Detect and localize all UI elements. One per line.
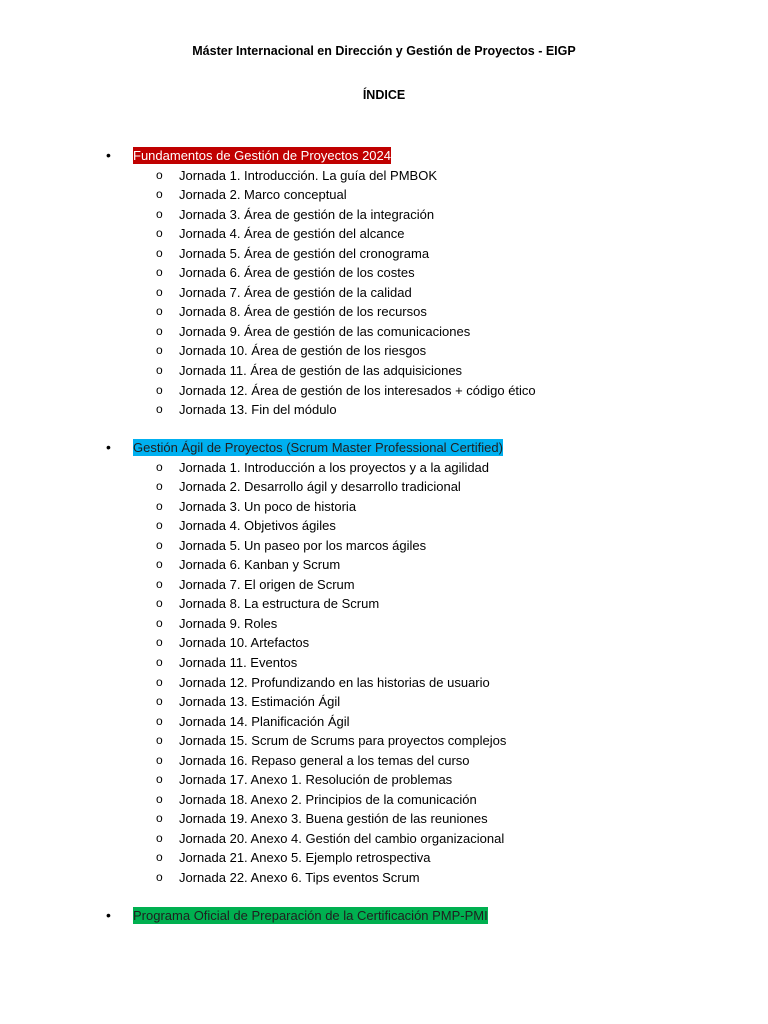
list-item-text: Jornada 14. Planificación Ágil: [179, 713, 350, 729]
sub-bullet-icon: o: [156, 518, 163, 533]
list-item: [0, 770, 768, 790]
list-item-text: Jornada 13. Estimación Ágil: [179, 694, 341, 710]
list-item-text: Jornada 1. Introducción. La guía del PMBOK: [179, 167, 437, 183]
list-item-text: Jornada 22. Anexo 6. Tips eventos Scrum: [179, 869, 420, 885]
list-item-text: Jornada 3. Un poco de historia: [179, 498, 357, 514]
list-item: [0, 594, 768, 614]
list-item: [0, 283, 768, 303]
sub-bullet-icon: o: [156, 576, 163, 591]
section-title-pmp: Programa Oficial de Preparación de la Certificación PMP-PMI: [133, 908, 488, 923]
list-item: [0, 712, 768, 732]
list-item-text: Jornada 11. Eventos: [179, 654, 298, 670]
list-item: [0, 322, 768, 342]
bullet-icon: •: [106, 439, 111, 455]
list-item-text: Jornada 9. Roles: [179, 615, 278, 631]
list-item: [0, 692, 768, 712]
sub-bullet-icon: o: [156, 402, 163, 417]
sub-bullet-icon: o: [156, 265, 163, 280]
section-heading: [0, 438, 768, 458]
list-item-text: Jornada 9. Área de gestión de las comunicaciones: [179, 323, 471, 339]
sub-bullet-icon: o: [156, 206, 163, 221]
section-title-fundamentos: Fundamentos de Gestión de Proyectos 2024: [133, 148, 391, 163]
bullet-icon: •: [106, 147, 111, 163]
list-item: [0, 575, 768, 595]
sub-bullet-icon: o: [156, 713, 163, 728]
list-item: [0, 536, 768, 556]
list-item-text: Jornada 19. Anexo 3. Buena gestión de las reuniones: [179, 811, 488, 827]
list-item: [0, 555, 768, 575]
sub-bullet-icon: o: [156, 167, 163, 182]
section-title-agil: Gestión Ágil de Proyectos (Scrum Master Professional Certified): [133, 440, 503, 455]
lesson-list: [0, 458, 768, 888]
sub-bullet-icon: o: [156, 479, 163, 494]
sub-bullet-icon: o: [156, 537, 163, 552]
sub-bullet-icon: o: [156, 694, 163, 709]
list-item-text: Jornada 4. Área de gestión del alcance: [179, 226, 405, 242]
list-item: [0, 166, 768, 186]
list-item-text: Jornada 10. Artefactos: [179, 635, 310, 651]
list-item-text: Jornada 18. Anexo 2. Principios de la comunicación: [179, 791, 477, 807]
sub-bullet-icon: o: [156, 733, 163, 748]
list-item-text: Jornada 13. Fin del módulo: [179, 402, 337, 418]
list-item-text: Jornada 15. Scrum de Scrums para proyectos complejos: [179, 733, 507, 749]
sub-bullet-icon: o: [156, 830, 163, 845]
sub-bullet-icon: o: [156, 791, 163, 806]
sub-bullet-icon: o: [156, 557, 163, 572]
list-item: [0, 477, 768, 497]
document-title: Máster Internacional en Dirección y Gestión de Proyectos - EIGP: [192, 44, 576, 58]
list-item-text: Jornada 1. Introducción a los proyectos y a la agilidad: [179, 459, 490, 475]
list-item-text: Jornada 6. Kanban y Scrum: [179, 557, 341, 573]
sub-bullet-icon: o: [156, 187, 163, 202]
sub-bullet-icon: o: [156, 382, 163, 397]
list-item: [0, 848, 768, 868]
sub-bullet-icon: o: [156, 615, 163, 630]
sub-bullet-icon: o: [156, 304, 163, 319]
list-item: [0, 458, 768, 478]
list-item-text: Jornada 12. Área de gestión de los interesados + código ético: [179, 382, 536, 398]
list-item: [0, 516, 768, 536]
sub-bullet-icon: o: [156, 752, 163, 767]
list-item: [0, 829, 768, 849]
list-item: [0, 497, 768, 517]
list-item-text: Jornada 12. Profundizando en las historias de usuario: [179, 674, 490, 690]
list-item: [0, 381, 768, 401]
list-item-text: Jornada 7. El origen de Scrum: [179, 576, 355, 592]
list-item: [0, 361, 768, 381]
list-item-text: Jornada 21. Anexo 5. Ejemplo retrospectiva: [179, 850, 431, 866]
list-item-text: Jornada 5. Un paseo por los marcos ágiles: [179, 537, 427, 553]
section-pmp: [0, 906, 768, 926]
list-item-text: Jornada 11. Área de gestión de las adquisiciones: [179, 362, 463, 378]
list-item: [0, 341, 768, 361]
list-item: [0, 263, 768, 283]
sub-bullet-icon: o: [156, 635, 163, 650]
list-item-text: Jornada 8. Área de gestión de los recursos: [179, 304, 427, 320]
sub-bullet-icon: o: [156, 498, 163, 513]
list-item: [0, 244, 768, 264]
sub-bullet-icon: o: [156, 284, 163, 299]
index-heading: ÍNDICE: [362, 88, 406, 102]
sub-bullet-icon: o: [156, 850, 163, 865]
section-heading: [0, 906, 768, 926]
sub-bullet-icon: o: [156, 226, 163, 241]
sub-bullet-icon: o: [156, 362, 163, 377]
list-item: [0, 790, 768, 810]
bullet-icon: •: [106, 907, 111, 923]
list-item: [0, 185, 768, 205]
list-item-text: Jornada 17. Anexo 1. Resolución de problemas: [179, 772, 453, 788]
section-agil: [0, 438, 768, 888]
list-item: [0, 400, 768, 420]
list-item: [0, 614, 768, 634]
list-item: [0, 224, 768, 244]
list-item-text: Jornada 10. Área de gestión de los riesgos: [179, 343, 427, 359]
list-item: [0, 809, 768, 829]
sub-bullet-icon: o: [156, 772, 163, 787]
sub-bullet-icon: o: [156, 596, 163, 611]
list-item: [0, 731, 768, 751]
sub-bullet-icon: o: [156, 654, 163, 669]
section-fundamentos: [0, 146, 768, 420]
list-item-text: Jornada 5. Área de gestión del cronograma: [179, 245, 430, 261]
list-item: [0, 205, 768, 225]
list-item-text: Jornada 7. Área de gestión de la calidad: [179, 284, 412, 300]
list-item: [0, 302, 768, 322]
list-item-text: Jornada 6. Área de gestión de los costes: [179, 265, 415, 281]
list-item: [0, 751, 768, 771]
list-item-text: Jornada 16. Repaso general a los temas del curso: [179, 752, 470, 768]
sub-bullet-icon: o: [156, 869, 163, 884]
sub-bullet-icon: o: [156, 245, 163, 260]
section-heading: [0, 146, 768, 166]
list-item: [0, 653, 768, 673]
sub-bullet-icon: o: [156, 343, 163, 358]
list-item: [0, 868, 768, 888]
list-item-text: Jornada 2. Marco conceptual: [179, 187, 347, 203]
sub-bullet-icon: o: [156, 811, 163, 826]
list-item: [0, 633, 768, 653]
sub-bullet-icon: o: [156, 459, 163, 474]
sub-bullet-icon: o: [156, 674, 163, 689]
list-item-text: Jornada 8. La estructura de Scrum: [179, 596, 380, 612]
sub-bullet-icon: o: [156, 323, 163, 338]
list-item-text: Jornada 2. Desarrollo ágil y desarrollo tradicional: [179, 479, 461, 495]
list-item-text: Jornada 3. Área de gestión de la integración: [179, 206, 435, 222]
list-item-text: Jornada 20. Anexo 4. Gestión del cambio organizacional: [179, 830, 505, 846]
list-item: [0, 673, 768, 693]
list-item-text: Jornada 4. Objetivos ágiles: [179, 518, 336, 534]
lesson-list: [0, 166, 768, 420]
